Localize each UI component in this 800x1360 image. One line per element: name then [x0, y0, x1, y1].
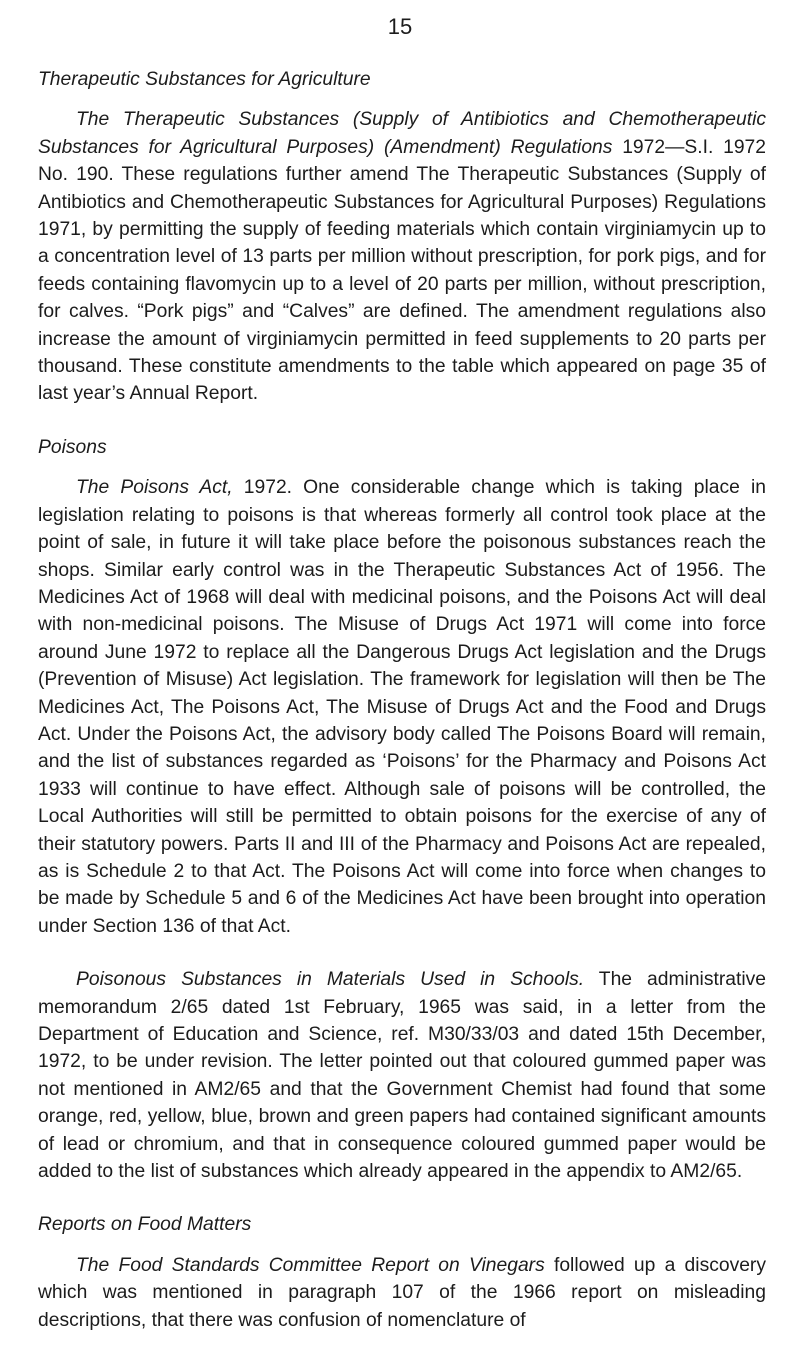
report-title: The Food Standards Committee Report on Vinegars	[76, 1254, 545, 1276]
regulation-title: The Therapeutic Substances (Supply of Antibiotics and Chemotherapeutic Substances for Agricultural Purposes) (Amendment) Regulations	[38, 109, 766, 158]
paragraph-text: followed up a discovery which was mentioned in paragraph 107 of the 1966 report on misleading descriptions, that there was confusion of nomenclature of	[38, 1254, 766, 1331]
paragraph	[38, 966, 766, 1185]
act-title: The Poisons Act,	[76, 477, 233, 499]
paragraph-text: 1972—S.I. 1972 No. 190. These regulations further amend The Therapeutic Substances (Supply of Antibiotics and Chemotherapeutic Substances for Agricultural Purposes) Regulations 1971, by permitting the supply of feeding materials which contain virginiamycin up to a concentration level of 13 parts per million without prescription, for pork pigs, and for feeds containing flavomycin up to a level of 20 parts per million, without prescription, for calves. “Pork pigs” and “Calves” are defined. The amendment regulations also increase the amount of virginiamycin permitted in feed supplements to 20 parts per thousand. These constitute amendments to the table which appeared on page 35 of last year’s Annual Report.	[38, 136, 766, 405]
paragraph	[38, 106, 766, 407]
paragraph	[38, 474, 766, 940]
page-content	[38, 66, 766, 1360]
subsection-title: Poisonous Substances in Materials Used in Schools.	[76, 969, 585, 991]
section-therapeutic-substances	[38, 66, 766, 408]
paragraph-text: 1972. One considerable change which is taking place in legislation relating to poisons is that whereas formerly all control took place at the point of sale, in future it will take place before the poisonous substances reach the shops. Similar early control was in the Therapeutic Substances Act of 1956. The Medicines Act of 1968 will deal with medicinal poisons, and the Poisons Act will deal with non-medicinal poisons. The Misuse of Drugs Act 1971 will come into force around June 1972 to replace all the Dangerous Drugs Act legislation and the Drugs (Prevention of Misuse) Act legislation. The framework for legislation will then be The Medicines Act, The Poisons Act, The Misuse of Drugs Act and the Food and Drugs Act. Under the Poisons Act, the advisory body called The Poisons Board will remain, and the list of substances regarded as ‘Poisons’ for the Pharmacy and Poisons Act 1933 will continue to have effect. Although sale of poisons will be controlled, the Local Authorities will still be permitted to obtain poisons for the exercise of any of their statutory powers. Parts II and III of the Pharmacy and Poisons Act are repealed, as is Schedule 2 to that Act. The Poisons Act will come into force when changes to be made by Schedule 5 and 6 of the Medicines Act have been brought into operation under Section 136 of that Act.	[38, 477, 766, 937]
paragraph	[38, 1252, 766, 1334]
section-food-reports	[38, 1211, 766, 1334]
section-heading: Poisons	[38, 436, 107, 458]
section-poisons	[38, 434, 766, 1186]
section-heading: Reports on Food Matters	[38, 1214, 252, 1236]
section-heading: Therapeutic Substances for Agriculture	[38, 69, 371, 90]
page-number: 15	[387, 14, 413, 39]
paragraph-text: The administrative memorandum 2/65 dated 1st February, 1965 was said, in a letter from the Department of Education and Science, ref. M30/33/03 and dated 15th December, 1972, to be under revision. The letter pointed out that coloured gummed paper was not mentioned in AM2/65 and that the Government Chemist had found that some orange, red, yellow, blue, brown and green papers had contained significant amounts of lead or chromium, and that in consequence coloured gummed paper would be added to the list of substances which already appeared in the appendix to AM2/65.	[38, 969, 766, 1183]
